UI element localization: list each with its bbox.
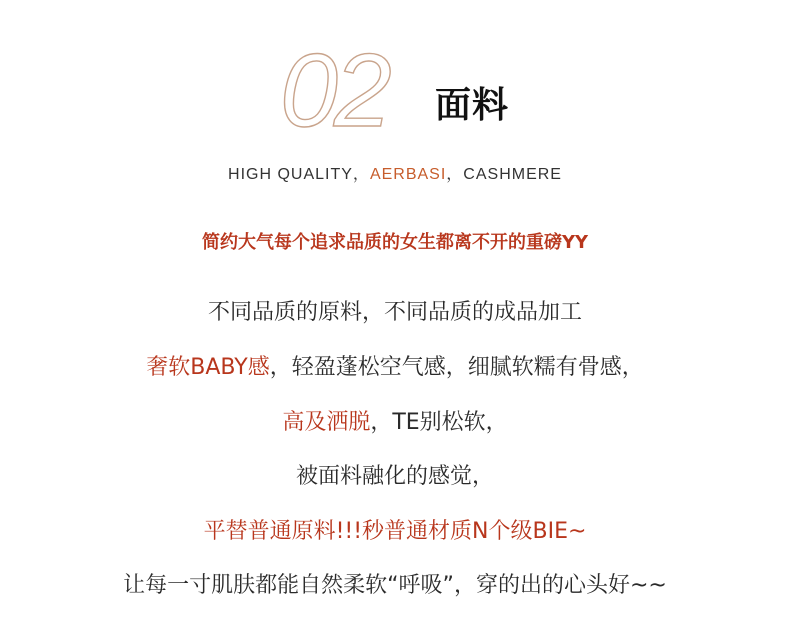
body-line-3 xyxy=(0,407,790,439)
body-line-6: 让每一寸肌肤都能自然柔软“呼吸”，穿的出的心头好~~ xyxy=(123,573,667,598)
subtitle-accent: AERBASI xyxy=(369,166,447,183)
subtitle-part-2: ，CASHMERE xyxy=(446,166,562,183)
section-title: 面料 xyxy=(435,85,510,126)
tagline: 简约大气每个追求品质的女生都离不开的重磅YY xyxy=(201,232,589,253)
body-line-2-highlight: 奢软BABY感 xyxy=(146,355,270,380)
body-line-4: 被面料融化的感觉， xyxy=(295,464,494,489)
body-line-2-text: ，轻盈蓬松空气感，细腻软糯有骨感， xyxy=(269,355,644,380)
body-line-3-text: ，TE别松软， xyxy=(370,410,508,435)
body-line-3-highlight: 高及洒脱 xyxy=(282,410,371,435)
section-number xyxy=(276,32,416,142)
body-line-5: 平替普通原料!!!秒普通材质N个级BIE~ xyxy=(203,519,587,544)
svg-text:02: 02 xyxy=(280,33,388,142)
subtitle-part-1: HIGH QUALITY， xyxy=(228,166,370,183)
body-line-1: 不同品质的原料，不同品质的成品加工 xyxy=(207,300,582,325)
subtitle xyxy=(0,163,790,187)
body-line-2 xyxy=(0,352,790,384)
